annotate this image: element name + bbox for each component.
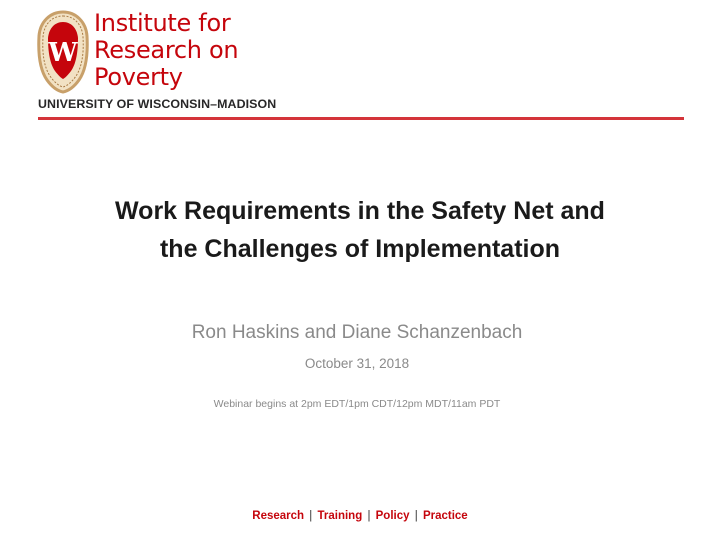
title-line-2: the Challenges of Implementation [159, 235, 561, 263]
footer-separator: | [367, 510, 371, 522]
presentation-title [40, 192, 680, 268]
org-name-line-2: Research on [94, 36, 239, 64]
org-name-line-1: Institute for [94, 9, 231, 37]
footer-item-research: Research [252, 510, 305, 522]
crest-letter: W [48, 38, 78, 68]
footer-separator: | [309, 510, 313, 522]
header-divider [38, 117, 684, 120]
org-name-line-3: Poverty [94, 63, 183, 91]
webinar-note: Webinar begins at 2pm EDT/1pm CDT/12pm MDT/11am PDT [213, 398, 501, 410]
footer-tagline [0, 510, 720, 522]
uw-crest-logo [36, 10, 90, 94]
footer-item-policy: Policy [375, 510, 410, 522]
university-name: UNIVERSITY OF WISCONSIN–MADISON [38, 97, 277, 111]
presentation-date: October 31, 2018 [304, 356, 410, 371]
title-line-1: Work Requirements in the Safety Net and [115, 197, 605, 225]
organization-name [94, 10, 238, 91]
footer-separator: | [414, 510, 418, 522]
presenters: Ron Haskins and Diane Schanzenbach [191, 322, 523, 343]
footer-item-training: Training [317, 510, 363, 522]
footer-item-practice: Practice [422, 510, 468, 522]
